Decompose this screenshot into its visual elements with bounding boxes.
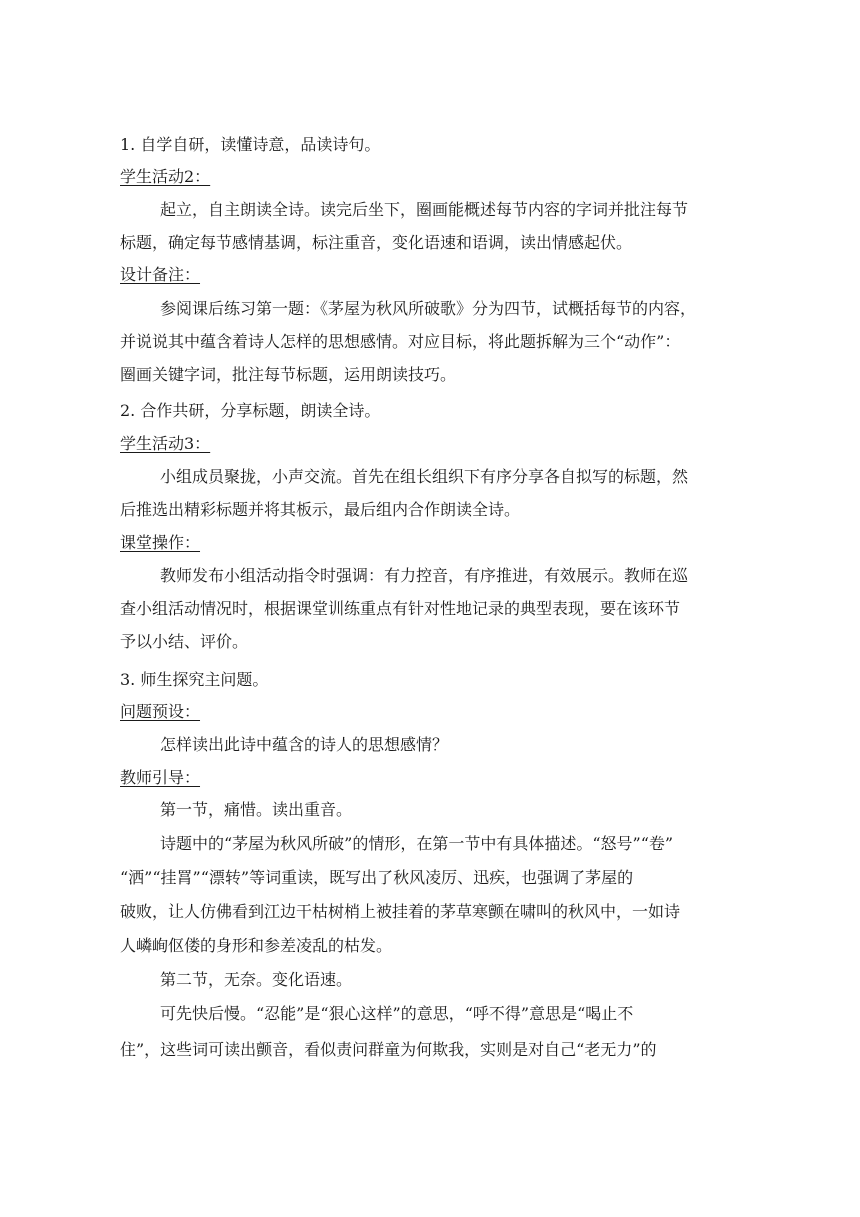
- section-heading: 2. 合作共研，分享标题，朗读全诗。: [120, 401, 381, 420]
- paragraph-line: 第一节，痛惜。读出重音。: [160, 800, 353, 819]
- block-label: 课堂操作：: [120, 533, 201, 552]
- paragraph-line: 诗题中的“茅屋为秋风所破”的情形，在第一节中有具体描述。“怒号”“卷”: [160, 834, 674, 853]
- paragraph-line: 标题，确定每节感情基调，标注重音，变化语速和语调，读出情感起伏。: [120, 233, 633, 252]
- paragraph-line: 怎样读出此诗中蕴含的诗人的思想感情？: [160, 735, 449, 754]
- paragraph-line: 人嶙峋伛偻的身形和参差凌乱的枯发。: [120, 936, 393, 955]
- paragraph-line: 第二节，无奈。变化语速。: [160, 970, 353, 989]
- block-label: 问题预设：: [120, 702, 201, 721]
- block-label: 学生活动3：: [120, 434, 211, 453]
- paragraph-line: “洒”“挂罥”“漂转”等词重读，既写出了秋风凌厉、迅疾，也强调了茅屋的: [120, 868, 634, 887]
- paragraph-line: 参阅课后练习第一题：《茅屋为秋风所破歌》分为四节，试概括每节的内容，: [160, 299, 697, 318]
- paragraph-line: 住”，这些词可读出颤音，看似责问群童为何欺我，实则是对自己“老无力”的: [120, 1040, 657, 1059]
- paragraph-line: 可先快后慢。“忍能”是“狠心这样”的意思，“呼不得”意思是“喝止不: [160, 1004, 634, 1023]
- block-label: 学生活动2：: [120, 167, 211, 186]
- paragraph-line: 查小组活动情况时，根据课堂训练重点有针对性地记录的典型表现，要在该环节: [120, 599, 681, 618]
- block-label: 教师引导：: [120, 768, 201, 787]
- paragraph-line: 起立，自主朗读全诗。读完后坐下，圈画能概述每节内容的字词并批注每节: [160, 200, 689, 219]
- paragraph-line: 小组成员聚拢，小声交流。首先在组长组织下有序分享各自拟写的标题，然: [160, 467, 689, 486]
- paragraph-line: 后推选出精彩标题并将其板示，最后组内合作朗读全诗。: [120, 500, 521, 519]
- paragraph-line: 破败，让人仿佛看到江边干枯树梢上被挂着的茅草寒颤在啸叫的秋风中，一如诗: [120, 902, 681, 921]
- paragraph-line: 教师发布小组活动指令时强调：有力控音，有序推进，有效展示。教师在巡: [160, 566, 689, 585]
- paragraph-line: 圈画关键字词，批注每节标题，运用朗读技巧。: [120, 365, 457, 384]
- paragraph-line: 并说说其中蕴含着诗人怎样的思想感情。对应目标，将此题拆解为三个“动作”：: [120, 332, 681, 351]
- section-heading: 1. 自学自研，读懂诗意，品读诗句。: [120, 135, 381, 154]
- paragraph-line: 予以小结、评价。: [120, 632, 249, 651]
- block-label: 设计备注：: [120, 265, 201, 284]
- section-heading: 3. 师生探究主问题。: [120, 670, 269, 689]
